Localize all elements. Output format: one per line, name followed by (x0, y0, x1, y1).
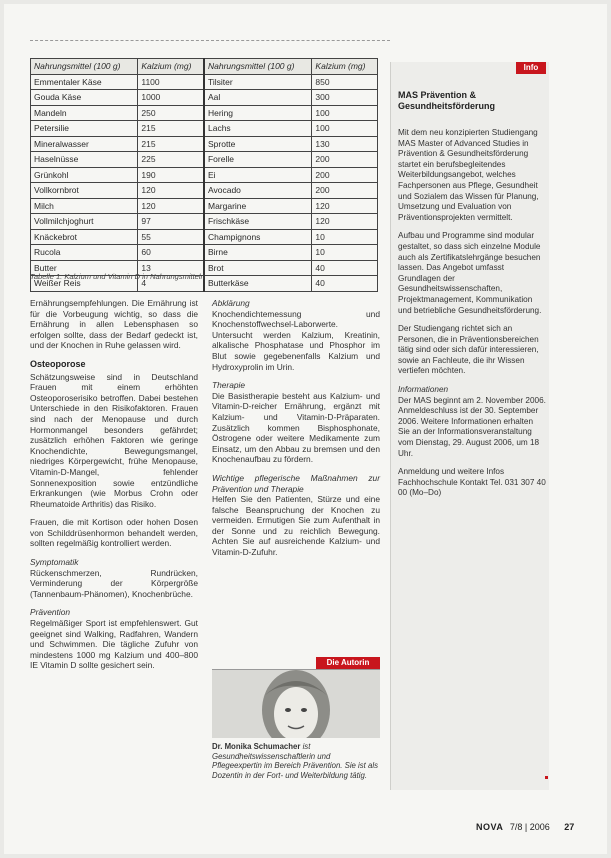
subheading: Abklärung (212, 298, 250, 308)
table-cell: Vollmilchjoghurt (31, 214, 138, 230)
table-cell: 120 (312, 198, 378, 214)
body-paragraph: Regelmäßiger Sport ist empfehlenswert. Gut geeignet sind Walking, Radfahren, Wandern und Schwimmen. Die tägliche Zufuhr von mindestens 1000 mg Kalzium und 400–800 IE Vitamin D sollte gesichert sein. (30, 618, 198, 671)
table-cell: 40 (312, 276, 378, 292)
table-cell: 10 (312, 245, 378, 261)
table-caption: Tabelle 1: Kalzium und Vitamin D in Nahrungsmitteln (30, 272, 205, 281)
table-cell: 60 (138, 245, 204, 261)
info-paragraph: Aufbau und Programme sind modular gestaltet, so dass sich einzelne Module auch als Zertifikatslehrgänge besuchen lassen. Das Angebot umfasst Grundlagen der Gesundheitswissenschaften, Projektmanagement, Kommunikation und betriebliche Gesundheitsförderung. (398, 231, 542, 315)
table-cell: 1000 (138, 90, 204, 106)
table-cell: 120 (138, 183, 204, 199)
table-cell: Haselnüsse (31, 152, 138, 168)
table-cell: Birne (204, 245, 312, 261)
table-cell: Tilsiter (204, 74, 312, 90)
table-row (31, 167, 378, 183)
table-row (31, 214, 378, 230)
table-cell: 215 (138, 121, 204, 137)
middle-column (212, 298, 380, 566)
table-row (31, 198, 378, 214)
table-row (31, 136, 378, 152)
body-paragraph: Die Basistherapie besteht aus Kalzium- und Vitamin-D-reicher Ernährung, ergänzt mit Kalzium- und Vitamin-D-Präparaten. Zusätzlich kommen Bisphosphonate, Östrogene oder weitere Medikamente zum Einsatz, um den Abbau zu bremsen und den Knochenaufbau zu fördern. (212, 390, 380, 465)
body-paragraph: Schätzungsweise sind in Deutschland Frauen mit einem erhöhten Osteoporoserisiko betroffen. Dabei bestehen Unterschiede in den Risikofaktoren. Frauen sind nach der Menopause und durch Hormonmangel besonders gefährdet; zusätzlich erhöhen Faktoren wie geringe Knochendichte, Bewegungsmangel, niedriges Körpergewicht, frühe Menopause, Vitamin-D-Mangel, fehlender Sonnenexposition sowie entzündliche Erkrankungen (wie Morbus Crohn oder Rheumatoide Arthritis) das Risiko. (30, 371, 198, 509)
table-cell: Butterkäse (204, 276, 312, 292)
table-row (31, 245, 378, 261)
left-column (30, 298, 198, 679)
table-cell: Avocado (204, 183, 312, 199)
info-body (398, 128, 546, 507)
info-paragraph: Anmeldung und weitere Infos Fachhochschule Kontakt Tel. 031 307 40 00 (Mo–Do) (398, 467, 546, 498)
table-cell: Champignons (204, 229, 312, 245)
info-paragraph: Mit dem neu konzipierten Studiengang MAS Master of Advanced Studies in Prävention & Gesundheitsförderung startet ein berufsbegleitendes Weiterbildungsangebot, welches Fachpersonen aus Pflege, Gesundheit und Sozialem das Wissen für Planung, Umsetzung und Evaluation von Präventionsprojekten vermittelt. (398, 128, 539, 222)
subheading: Prävention (30, 607, 71, 618)
table-cell: Ei (204, 167, 312, 183)
table-cell: 120 (138, 198, 204, 214)
author-photo (212, 669, 380, 738)
table-row (31, 74, 378, 90)
info-paragraph: Der MAS beginnt am 2. November 2006. Anmeldeschluss ist der 30. September 2006. Weitere Informationen erhalten Sie an der Informationsveranstaltung vom Dienstag, 29. August 2006, um 18 Uhr. (398, 395, 546, 458)
table-header: Nahrungsmittel (100 g) (31, 59, 138, 75)
intro-paragraph: Ernährungsempfehlungen. Die Ernährung ist für die Vorbeugung wichtig, so dass die Ernährung in allen Lebensphasen so erfolgen sollte, dass der Bedarf gedeckt ist, und der Knochen in Ruhe gelassen wird. (30, 298, 198, 351)
table-cell: 13 (138, 260, 204, 276)
table-cell: 850 (312, 74, 378, 90)
author-portrait-image (212, 670, 380, 738)
journal-name: NOVA (476, 822, 504, 832)
table-cell: 200 (312, 183, 378, 199)
author-name: Dr. Monika Schumacher (212, 742, 301, 751)
table-cell: 130 (312, 136, 378, 152)
table-row (31, 105, 378, 121)
table-cell: Weißer Reis (31, 276, 138, 292)
table-cell: Forelle (204, 152, 312, 168)
table-header: Kalzium (mg) (312, 59, 378, 75)
table-cell: Sprotte (204, 136, 312, 152)
calcium-table (30, 58, 378, 292)
table-cell: 225 (138, 152, 204, 168)
body-paragraph: Knochendichtemessung und Knochenstoffwechsel-Laborwerte. Untersucht werden Kalzium, Kreatinin, alkalische Phosphatase und Phosphor im Blut sowie gegebenenfalls Kalzium und Hydroxyprolin im Urin. (212, 308, 380, 372)
table-cell: 10 (312, 229, 378, 245)
info-paragraph: Der Studiengang richtet sich an Personen, die in Präventionsbereichen tätig sind oder sich dafür interessieren, sowie an Fachleute, die ihr Wissen vertiefen möchten. (398, 324, 539, 376)
table-cell: 120 (312, 214, 378, 230)
table-header-row (31, 59, 378, 75)
table-cell: 300 (312, 90, 378, 106)
body-paragraph: Rückenschmerzen, Rundrücken, Verminderung der Körpergröße (Tannenbaum-Phänomen), Knochenbrüche. (30, 567, 198, 599)
subheading: Wichtige pflegerische Maßnahmen zur Prävention und Therapie (212, 472, 380, 494)
table-header: Kalzium (mg) (138, 59, 204, 75)
table-cell: Hering (204, 105, 312, 121)
table-cell: 215 (138, 136, 204, 152)
table-row (31, 183, 378, 199)
end-mark (545, 776, 548, 779)
table-cell: Rucola (31, 245, 138, 261)
table-cell: 250 (138, 105, 204, 121)
table-cell: Milch (31, 198, 138, 214)
author-bio: ist Gesundheitswissenschaftlerin und Pflegeexpertin im Bereich Prävention. Sie ist als Dozentin in der Fort- und Weiterbildung tätig. (212, 742, 378, 780)
table-cell: 100 (312, 105, 378, 121)
table-cell: Vollkornbrot (31, 183, 138, 199)
subheading: Therapie (212, 380, 246, 391)
table-header: Nahrungsmittel (100 g) (204, 59, 312, 75)
table-row (31, 229, 378, 245)
table-cell: 40 (312, 260, 378, 276)
table-cell: Emmentaler Käse (31, 74, 138, 90)
table-cell: Mandeln (31, 105, 138, 121)
author-label: Die Autorin (316, 657, 380, 669)
page-footer (476, 822, 574, 832)
table-cell: 200 (312, 152, 378, 168)
table-cell: Petersilie (31, 121, 138, 137)
section-heading: Osteoporose (30, 358, 86, 369)
table-cell: 100 (312, 121, 378, 137)
table-cell: Butter (31, 260, 138, 276)
info-title: MAS Prävention & Gesundheitsförderung (398, 90, 496, 111)
table-cell: Frischkäse (204, 214, 312, 230)
table-cell: 4 (138, 276, 204, 292)
top-divider (30, 40, 390, 41)
table-cell: 55 (138, 229, 204, 245)
issue-number: 7/8 | 2006 (509, 822, 550, 832)
table-row (31, 152, 378, 168)
table-row (31, 121, 378, 137)
table-cell: 190 (138, 167, 204, 183)
page-number: 27 (564, 822, 575, 832)
table-cell: Aal (204, 90, 312, 106)
info-subheading: Informationen (398, 385, 449, 395)
table-cell: Brot (204, 260, 312, 276)
table-cell: 1100 (138, 74, 204, 90)
table-cell: Gouda Käse (31, 90, 138, 106)
table-cell: 200 (312, 167, 378, 183)
table-cell: 97 (138, 214, 204, 230)
author-caption (212, 742, 380, 780)
table-cell: Lachs (204, 121, 312, 137)
table-row (31, 90, 378, 106)
info-label: Info (516, 62, 546, 74)
body-paragraph: Helfen Sie den Patienten, Stürze und eine falsche Beanspruchung der Knochen zu vermeiden. Ermutigen Sie zum Aufenthalt in der Sonne und zu reichlich Bewegung. Achten Sie auf ausreichende Kalzium- und Vitamin-D-Zufuhr. (212, 494, 380, 558)
subheading: Symptomatik (30, 557, 79, 568)
table-cell: Knäckebrot (31, 229, 138, 245)
body-paragraph: Frauen, die mit Kortison oder hohen Dosen von Schilddrüsenhormon behandelt werden, sollten regelmäßig kontrolliert werden. (30, 517, 198, 549)
table-cell: Mineralwasser (31, 136, 138, 152)
table-cell: Margarine (204, 198, 312, 214)
table-cell: Grünkohl (31, 167, 138, 183)
